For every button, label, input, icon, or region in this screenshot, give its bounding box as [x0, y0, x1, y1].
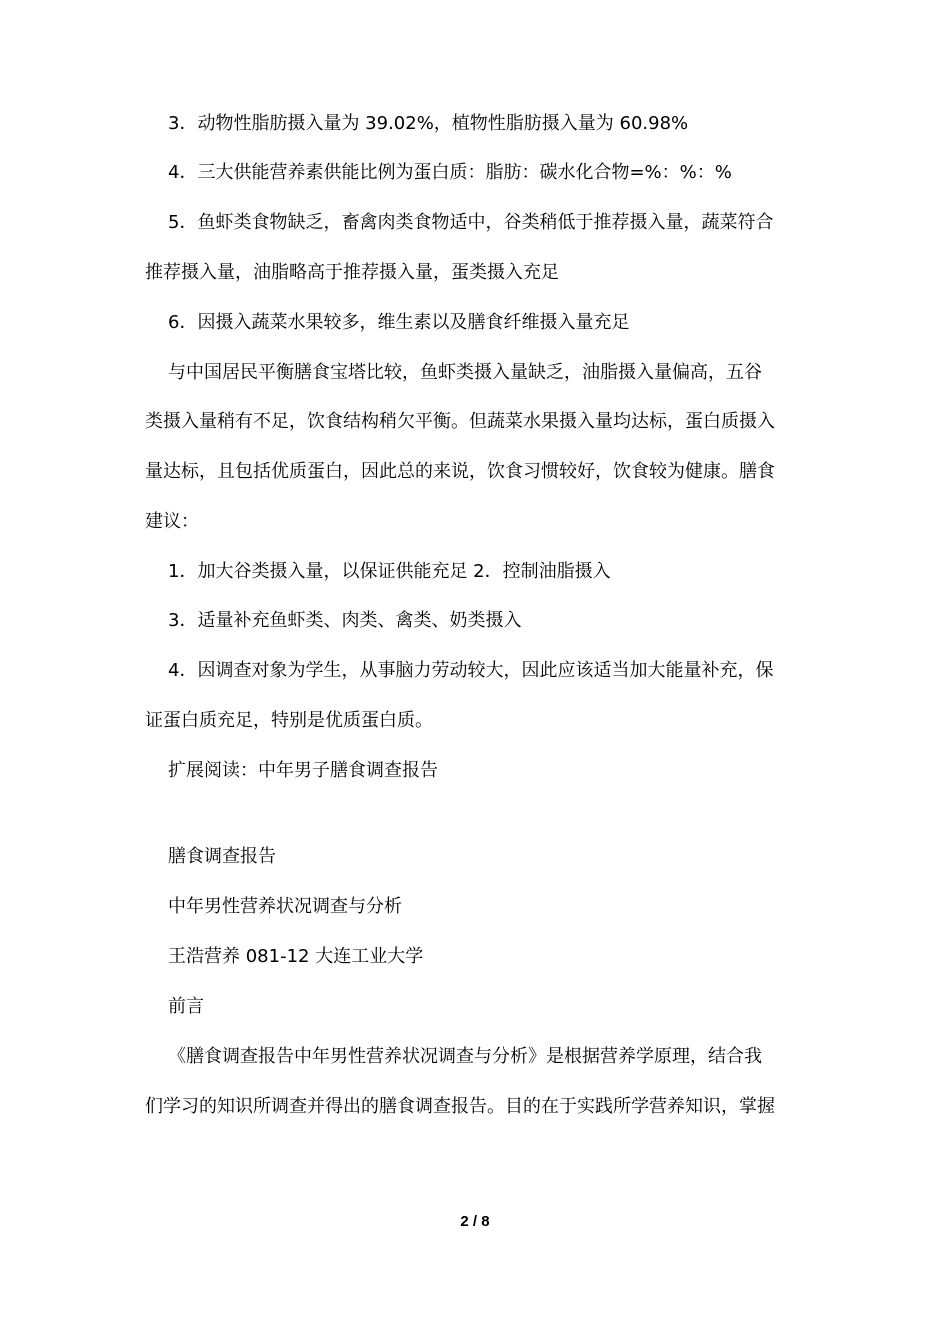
author-line: 王浩营养 081-12 大连工业大学: [168, 946, 424, 967]
paragraph-line: 们学习的知识所调查并得出的膳食调查报告。目的在于实践所学营养知识，掌握: [145, 1096, 775, 1117]
paragraph-line: 4．因调查对象为学生，从事脑力劳动较大，因此应该适当加大能量补充，保: [168, 660, 774, 681]
paragraph-line: 推荐摄入量，油脂略高于推荐摄入量，蛋类摄入充足: [145, 262, 559, 283]
paragraph-line: 《膳食调查报告中年男性营养状况调查与分析》是根据营养学原理，结合我: [168, 1046, 762, 1067]
paragraph-line: 扩展阅读：中年男子膳食调查报告: [168, 760, 438, 781]
paragraph-line: 4．三大供能营养素供能比例为蛋白质：脂肪：碳水化合物=%：%：%: [168, 162, 732, 183]
heading-line: 膳食调查报告: [168, 846, 276, 867]
paragraph-line: 量达标，且包括优质蛋白，因此总的来说，饮食习惯较好，饮食较为健康。膳食: [145, 461, 775, 482]
paragraph-line: 与中国居民平衡膳食宝塔比较，鱼虾类摄入量缺乏，油脂摄入量偏高，五谷: [168, 362, 762, 383]
section-heading: 前言: [168, 996, 204, 1017]
heading-line: 中年男性营养状况调查与分析: [168, 896, 402, 917]
paragraph-line: 建议：: [145, 511, 199, 532]
paragraph-line: 证蛋白质充足，特别是优质蛋白质。: [145, 710, 433, 731]
paragraph-line: 3．适量补充鱼虾类、肉类、禽类、奶类摄入: [168, 610, 522, 631]
paragraph-line: 类摄入量稍有不足，饮食结构稍欠平衡。但蔬菜水果摄入量均达标，蛋白质摄入: [145, 411, 775, 432]
paragraph-line: 6．因摄入蔬菜水果较多，维生素以及膳食纤维摄入量充足: [168, 312, 630, 333]
paragraph-line: 1．加大谷类摄入量，以保证供能充足 2．控制油脂摄入: [168, 561, 611, 582]
paragraph-line: 3．动物性脂肪摄入量为 39.02%，植物性脂肪摄入量为 60.98%: [168, 113, 689, 134]
paragraph-line: 5．鱼虾类食物缺乏，畜禽肉类食物适中，谷类稍低于推荐摄入量，蔬菜符合: [168, 212, 774, 233]
page-number: 2 / 8: [460, 1213, 490, 1230]
